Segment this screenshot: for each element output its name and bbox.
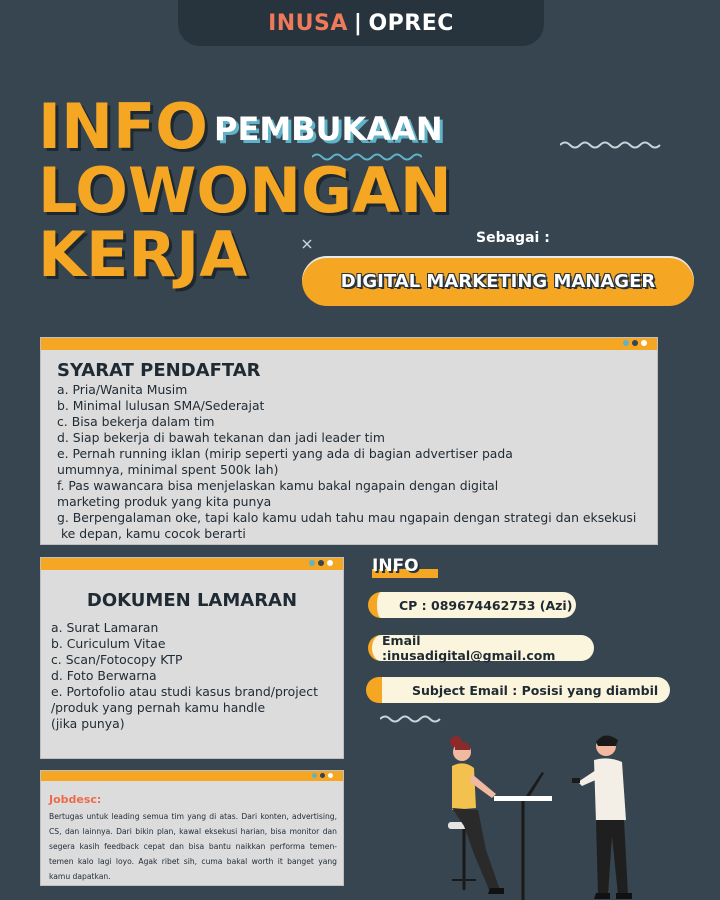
documents-list — [51, 620, 318, 732]
card-title-bar — [41, 771, 343, 781]
header-separator: | — [353, 10, 363, 36]
list-item: f. Pas wawancara bisa menjelaskan kamu bakal ngapain dengan digital — [57, 478, 499, 493]
headline-pembukaan: PEMBUKAAN — [214, 110, 443, 148]
list-item: a. Surat Lamaran — [51, 620, 159, 635]
subject-pill: Subject Email : Posisi yang diambil — [366, 677, 670, 703]
requirements-list — [57, 382, 636, 542]
jobdesc-text: Bertugas untuk leading semua tim yang di atas. Dari konten, advertising, CS, dan lainnya. Dari bikin plan, kawal eksekusi harian, bisa monitor dan segera kasih feedback cepat dan bisa bantu naikkan performa temen-temen kalo lagi loyo. Agak ribet sih, cuma bakal worth it banget yang kamu dapatkan. — [49, 812, 337, 881]
list-item: umumnya, minimal spent 500k lah) — [57, 462, 279, 477]
list-item: c. Scan/Fotocopy KTP — [51, 652, 183, 667]
list-item: b. Minimal lulusan SMA/Sederajat — [57, 398, 265, 413]
position-label: Sebagai : — [476, 230, 550, 246]
list-item: a. Pria/Wanita Musim — [57, 382, 188, 397]
two-people-at-table-illustration — [430, 730, 680, 900]
headline-kerja: KERJA — [38, 218, 248, 291]
list-item: e. Portofolio atau studi kasus brand/project — [51, 684, 318, 699]
list-item: /produk yang pernah kamu handle — [51, 700, 266, 715]
header-tag: OPREC — [368, 10, 454, 36]
documents-title: DOKUMEN LAMARAN — [86, 590, 298, 611]
jobdesc-title: Jobdesc: — [49, 793, 102, 806]
list-item: (jika punya) — [51, 716, 125, 731]
list-item: b. Curiculum Vitae — [51, 636, 166, 651]
card-title-bar — [41, 338, 657, 350]
wavy-line-icon — [312, 152, 422, 162]
window-dots-icon — [312, 773, 333, 778]
info-label — [372, 556, 438, 578]
requirements-card — [40, 337, 658, 545]
documents-card — [40, 557, 344, 759]
list-item: d. Foto Berwarna — [51, 668, 157, 683]
list-item: c. Bisa bekerja dalam tim — [57, 414, 215, 429]
contact-person-pill: CP : 089674462753 (Azi) — [368, 592, 576, 618]
wavy-line-icon — [560, 140, 666, 150]
brand-name: INUSA — [268, 10, 348, 36]
list-item: e. Pernah running iklan (mirip seperti yang ada di bagian advertiser pada — [57, 446, 513, 461]
list-item: g. Berpengalaman oke, tapi kalo kamu udah tahu mau ngapain dengan strategi dan eksekusi — [57, 510, 637, 525]
headline-info: INFO — [38, 90, 209, 163]
card-title-bar — [41, 558, 343, 570]
role-title-pill: DIGITAL MARKETING MANAGER — [302, 256, 694, 306]
list-item: marketing produk yang kita punya — [57, 494, 272, 509]
info-label-text: INFO — [372, 556, 419, 576]
list-item: d. Siap bekerja di bawah tekanan dan jadi leader tim — [57, 430, 385, 445]
requirements-title: SYARAT PENDAFTAR — [57, 360, 261, 381]
headline-lowongan: LOWONGAN — [38, 154, 452, 227]
list-item: ke depan, kamu cocok berarti — [57, 526, 246, 541]
wavy-line-icon — [380, 714, 442, 724]
window-dots-icon — [623, 340, 647, 346]
window-dots-icon — [309, 560, 333, 566]
cross-icon — [302, 239, 312, 249]
email-pill: Email :inusadigital@gmail.com — [368, 635, 594, 661]
header-pill — [178, 0, 544, 46]
jobdesc-card — [40, 770, 344, 886]
